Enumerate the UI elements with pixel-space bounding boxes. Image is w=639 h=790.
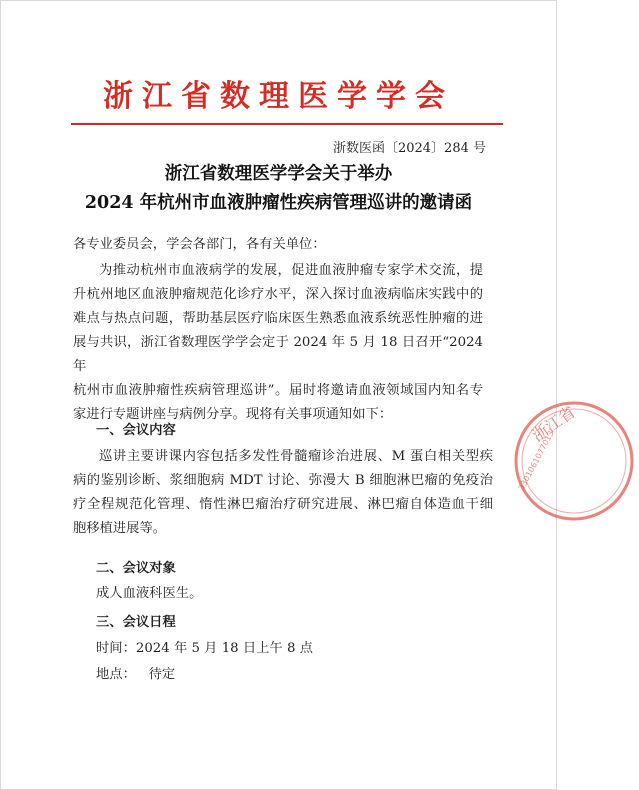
document-title-line-2: 2024 年杭州市血液肿瘤性疾病管理巡讲的邀请函 — [84, 193, 473, 213]
intro-paragraph — [73, 259, 483, 427]
section-heading-audience: 二、会议对象 — [96, 561, 176, 576]
section-heading-content: 一、会议内容 — [96, 423, 176, 438]
intro-line: 展与共识，浙江省数理医学学会定于 2024 年 5 月 18 日召开“2024 年 — [73, 335, 483, 374]
org-letterhead: 浙江省数理医学学会 — [103, 79, 454, 114]
content-line: 疗全程规范化管理、惰性淋巴瘤治疗研究进展、淋巴瘤自体造血干细 — [73, 497, 493, 512]
schedule-place: 地点： 待定 — [96, 667, 176, 682]
document-title-line-1: 浙江省数理医学学会关于举办 — [164, 164, 393, 184]
content-line: 巡讲主要讲课内容包括多发性骨髓瘤诊治进展、M 蛋白相关型疾 — [99, 449, 493, 464]
intro-line: 为推动杭州市血液病学的发展，促进血液肿瘤专家学术交流，提 — [99, 263, 483, 278]
section-heading-schedule: 三、会议日程 — [96, 615, 176, 630]
seal-code: 3301061077013 — [516, 429, 556, 492]
seal-text: 浙江省 — [528, 402, 579, 446]
section-content-paragraph — [73, 445, 493, 541]
letterhead-red-rule — [71, 123, 503, 125]
intro-line: 难点与热点问题，帮助基层医疗临床医生熟悉血液系统恶性肿瘤的进 — [73, 311, 483, 326]
content-line: 病的鉴别诊断、浆细胞病 MDT 讨论、弥漫大 B 细胞淋巴瘤的免疫治 — [73, 473, 493, 488]
intro-line: 杭州市血液肿瘤性疾病管理巡讲”。届时将邀请血液领域国内知名专 — [73, 383, 483, 398]
schedule-time: 时间：2024 年 5 月 18 日上午 8 点 — [96, 641, 313, 656]
content-line: 胞移植进展等。 — [73, 521, 167, 536]
audience-text: 成人血液科医生。 — [96, 586, 203, 601]
intro-line: 家进行专题讲座与病例分享。现将有关事项通知如下： — [73, 407, 393, 422]
official-seal-stamp — [509, 396, 639, 526]
intro-line: 升杭州地区血液肿瘤规范化诊疗水平，深入探讨血液病临床实践中的 — [73, 287, 483, 302]
document-number: 浙数医函〔2024〕284 号 — [332, 141, 486, 156]
salutation: 各专业委员会，学会各部门，各有关单位： — [73, 237, 326, 252]
